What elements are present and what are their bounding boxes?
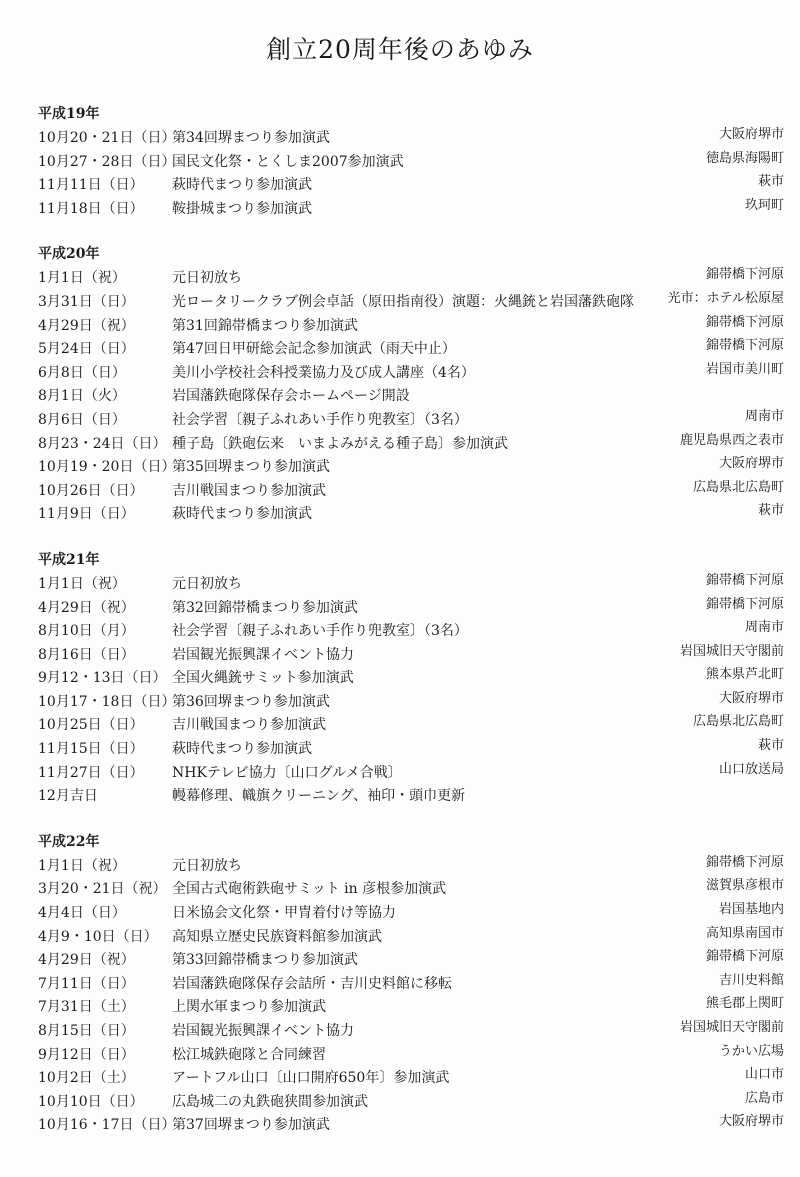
event-place: 錦帯橋下河原 xyxy=(705,267,784,283)
event-row xyxy=(38,174,784,198)
chronology xyxy=(38,103,784,1160)
event-row xyxy=(38,762,784,786)
event-place: 岩国城旧天守閣前 xyxy=(679,1020,784,1035)
event-event: 第47回日甲研総会記念参加演武（雨天中止） xyxy=(172,341,456,358)
event-place: 光市：ホテル松原屋 xyxy=(667,290,784,306)
event-date: 10月10日（日） xyxy=(38,1093,144,1110)
event-date: 8月23・24日（日） xyxy=(38,435,167,452)
event-place: 山口放送局 xyxy=(718,761,784,777)
event-date: 1月1日（祝） xyxy=(38,575,126,592)
event-place: 滋賀県彦根市 xyxy=(705,878,784,894)
event-event: 吉川戦国まつり参加演武 xyxy=(172,482,326,499)
event-event: 鞍掛城まつり参加演武 xyxy=(172,200,312,217)
event-date: 4月4日（日） xyxy=(38,905,126,922)
event-place: 錦帯橋下河原 xyxy=(705,572,784,588)
event-place: 広島県北広島町 xyxy=(692,479,784,495)
event-date: 5月24日（日） xyxy=(38,341,135,358)
event-row xyxy=(38,855,784,879)
event-date: 10月25日（日） xyxy=(38,717,144,734)
event-row xyxy=(38,644,784,668)
event-place: 熊本県芦北町 xyxy=(705,667,784,683)
event-event: 種子島〔鉄砲伝来 いまよみがえる種子島〕参加演武 xyxy=(172,435,508,452)
event-row xyxy=(38,198,784,222)
event-place: 大阪府堺市 xyxy=(718,1114,784,1130)
event-place: 山口市 xyxy=(744,1067,784,1083)
event-place: 錦帯橋下河原 xyxy=(705,596,784,612)
year-heading: 平成20年 xyxy=(38,246,100,263)
event-date: 4月29日（祝） xyxy=(38,599,135,616)
event-row xyxy=(38,738,784,762)
event-row xyxy=(38,151,784,175)
event-date: 3月20・21日（祝） xyxy=(38,881,167,898)
event-row xyxy=(38,620,784,644)
event-event: 全国火縄銃サミット参加演武 xyxy=(172,670,354,687)
year-section xyxy=(38,549,784,809)
event-date: 11月18日（日） xyxy=(38,200,144,217)
event-row xyxy=(38,597,784,621)
year-heading: 平成22年 xyxy=(38,833,100,850)
event-row xyxy=(38,902,784,926)
event-place: 広島県北広島町 xyxy=(692,714,784,730)
event-date: 8月1日（火） xyxy=(38,388,126,405)
event-date: 10月26日（日） xyxy=(38,482,144,499)
event-row xyxy=(38,667,784,691)
event-event: 岩国観光振興課イベント協力 xyxy=(172,1023,354,1039)
event-row xyxy=(38,503,784,527)
event-row xyxy=(38,691,784,715)
event-place: 錦帯橋下河原 xyxy=(705,338,784,354)
year-section xyxy=(38,243,784,527)
event-event: NHKテレビ協力〔山口グルメ合戦〕 xyxy=(172,764,402,781)
event-place: 玖珂町 xyxy=(744,197,784,213)
event-date: 8月10日（月） xyxy=(38,623,135,640)
year-section xyxy=(38,831,784,1138)
event-place: 大阪府堺市 xyxy=(718,456,784,472)
event-event: 高知県立歴史民族資料館参加演武 xyxy=(172,928,382,945)
event-place: 萩市 xyxy=(757,503,784,519)
event-event: 第34回堺まつり参加演武 xyxy=(172,130,330,146)
event-date: 3月31日（日） xyxy=(38,293,135,310)
event-event: 第32回錦帯橋まつり参加演武 xyxy=(172,599,358,616)
event-row xyxy=(38,785,784,809)
event-date: 11月15日（日） xyxy=(38,741,144,758)
event-row xyxy=(38,385,784,409)
event-row xyxy=(38,1067,784,1091)
event-date: 4月29日（祝） xyxy=(38,317,135,334)
event-row xyxy=(38,714,784,738)
event-place: 岩国市美川町 xyxy=(705,361,784,377)
event-event: 吉川戦国まつり参加演武 xyxy=(172,717,326,734)
event-event: 上関水軍まつり参加演武 xyxy=(172,999,326,1016)
event-event: 萩時代まつり参加演武 xyxy=(172,177,312,194)
event-event: 第37回堺まつり参加演武 xyxy=(172,1117,330,1134)
event-event: 社会学習〔親子ふれあい手作り兜教室〕（3名） xyxy=(172,411,468,428)
event-date: 1月1日（祝） xyxy=(38,857,126,874)
event-row xyxy=(38,1091,784,1115)
event-place: 萩市 xyxy=(757,174,784,190)
event-row xyxy=(38,409,784,433)
event-row xyxy=(38,433,784,457)
page-title: 創立20周年後のあゆみ xyxy=(266,35,534,64)
event-event: 元日初放ち xyxy=(172,575,242,592)
event-place: 周南市 xyxy=(744,620,784,636)
event-place: 鹿児島県西之表市 xyxy=(679,432,784,448)
event-date: 10月19・20日（日） xyxy=(38,459,176,476)
event-event: 松江城鉄砲隊と合同練習 xyxy=(172,1046,326,1063)
event-place: 熊毛郡上関町 xyxy=(705,996,784,1012)
event-place: 大阪府堺市 xyxy=(718,690,784,706)
event-row xyxy=(38,926,784,950)
event-date: 6月8日（日） xyxy=(38,364,126,381)
event-event: 広島城二の丸鉄砲狭間参加演武 xyxy=(172,1093,368,1110)
event-row xyxy=(38,315,784,339)
event-event: 元日初放ち xyxy=(172,857,242,874)
event-event: 第33回錦帯橋まつり参加演武 xyxy=(172,952,358,969)
event-row xyxy=(38,362,784,386)
event-event: 幔幕修理、幟旗クリーニング、袖印・頭巾更新 xyxy=(172,788,466,805)
event-place: 大阪府堺市 xyxy=(718,127,784,142)
event-row xyxy=(38,127,784,151)
year-heading: 平成21年 xyxy=(38,551,100,568)
event-place: 岩国城旧天守閣前 xyxy=(679,643,784,659)
event-row xyxy=(38,996,784,1020)
event-row xyxy=(38,1044,784,1068)
event-place: 錦帯橋下河原 xyxy=(705,949,784,965)
event-date: 7月11日（日） xyxy=(38,975,135,992)
event-place: 徳島県海陽町 xyxy=(705,150,784,166)
event-place: 吉川史料館 xyxy=(718,972,784,988)
event-date: 11月11日（日） xyxy=(38,177,144,194)
event-row xyxy=(38,949,784,973)
event-date: 10月16・17日（日） xyxy=(38,1117,176,1134)
event-event: アートフル山口〔山口開府650年〕参加演武 xyxy=(172,1070,450,1087)
event-date: 11月27日（日） xyxy=(38,764,144,781)
event-date: 9月12日（日） xyxy=(38,1046,135,1063)
event-event: 第31回錦帯橋まつり参加演武 xyxy=(172,317,358,334)
event-date: 8月15日（日） xyxy=(38,1023,135,1039)
event-date: 9月12・13日（日） xyxy=(38,670,167,687)
event-row xyxy=(38,573,784,597)
event-row xyxy=(38,1114,784,1138)
event-place: 高知県南国市 xyxy=(705,925,784,941)
event-date: 11月9日（日） xyxy=(38,506,135,523)
event-event: 萩時代まつり参加演武 xyxy=(172,506,312,523)
event-place: 萩市 xyxy=(757,738,784,754)
event-date: 10月2日（土） xyxy=(38,1070,135,1087)
event-event: 岩国藩鉄砲隊保存会ホームページ開設 xyxy=(172,388,410,405)
event-row xyxy=(38,480,784,504)
event-event: 元日初放ち xyxy=(172,270,242,287)
event-date: 8月6日（日） xyxy=(38,411,126,428)
event-place: 周南市 xyxy=(744,408,784,424)
event-event: 全国古式砲術鉄砲サミット in 彦根参加演武 xyxy=(172,881,447,898)
event-date: 12月吉日 xyxy=(38,788,98,805)
event-event: 社会学習〔親子ふれあい手作り兜教室〕（3名） xyxy=(172,623,468,640)
event-event: 国民文化祭・とくしま2007参加演武 xyxy=(172,153,404,170)
event-row xyxy=(38,1020,784,1044)
event-row xyxy=(38,878,784,902)
event-date: 10月17・18日（日） xyxy=(38,693,176,710)
event-place: 錦帯橋下河原 xyxy=(705,314,784,330)
event-event: 岩国藩鉄砲隊保存会詰所・吉川史料館に移転 xyxy=(172,975,452,992)
event-row xyxy=(38,338,784,362)
event-date: 7月31日（土） xyxy=(38,999,135,1016)
event-date: 10月20・21日（日） xyxy=(38,130,176,146)
event-date: 8月16日（日） xyxy=(38,646,135,663)
event-date: 4月9・10日（日） xyxy=(38,928,158,945)
event-event: 岩国観光振興課イベント協力 xyxy=(172,646,354,663)
event-event: 日米協会文化祭・甲冑着付け等協力 xyxy=(172,905,396,922)
event-place: 岩国基地内 xyxy=(718,902,784,918)
event-row xyxy=(38,291,784,315)
event-event: 光ロータリークラブ例会卓話（原田指南役）演題：火縄銃と岩国藩鉄砲隊 xyxy=(172,293,634,310)
event-place: 広島市 xyxy=(744,1090,784,1106)
event-event: 第35回堺まつり参加演武 xyxy=(172,459,330,476)
event-row xyxy=(38,973,784,997)
event-event: 第36回堺まつり参加演武 xyxy=(172,693,330,710)
event-place: 錦帯橋下河原 xyxy=(705,854,784,870)
event-date: 4月29日（祝） xyxy=(38,952,135,969)
year-section xyxy=(38,103,784,221)
event-date: 10月27・28日（日） xyxy=(38,153,176,170)
event-date: 1月1日（祝） xyxy=(38,270,126,287)
event-event: 美川小学校社会科授業協力及び成人講座（4名） xyxy=(172,364,475,381)
event-event: 萩時代まつり参加演武 xyxy=(172,741,312,758)
event-row xyxy=(38,456,784,480)
year-heading: 平成19年 xyxy=(38,106,100,122)
event-place: うかい広場 xyxy=(718,1043,784,1059)
